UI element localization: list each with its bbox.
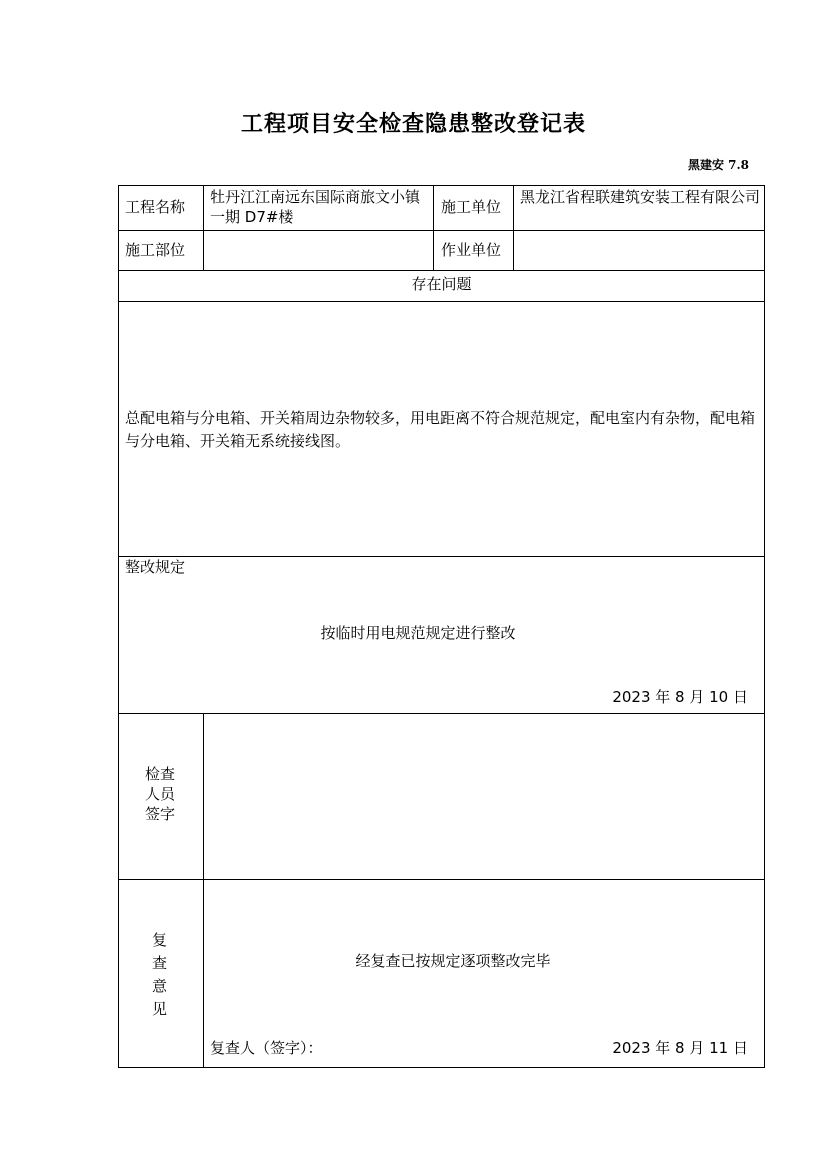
- review-opinion-text: 经复查已按规定逐项整改完毕: [355, 952, 551, 970]
- project-name-label: 工程名称: [125, 198, 186, 216]
- work-unit-label: 作业单位: [441, 241, 502, 259]
- inspection-form-table: [118, 185, 765, 1068]
- form-title: 工程项目安全检查隐患整改登记表: [240, 111, 586, 137]
- construction-unit-value: 黑龙江省程联建筑安装工程有限公司: [520, 188, 761, 206]
- reviewer-signature-label: 复查人（签字）：: [210, 1039, 323, 1057]
- review-date: 2023 年 8 月 11 日: [612, 1039, 748, 1057]
- issues-heading: 存在问题: [411, 275, 472, 293]
- construction-part-label: 施工部位: [125, 241, 186, 259]
- review-opinion-label: 复查意见: [151, 931, 167, 1018]
- inspector-signature-label: 检查人员签字: [144, 765, 175, 823]
- construction-unit-label: 施工单位: [441, 198, 502, 216]
- issues-text: 总配电箱与分电箱、开关箱周边杂物较多，用电距离不符合规范规定，配电室内有杂物，配电箱与分电箱、开关箱无系统接线图。: [125, 409, 756, 450]
- rectification-text: 按临时用电规范规定进行整改: [320, 624, 516, 642]
- project-name-value: 牡丹江江南远东国际商旅文小镇一期 D7#楼: [210, 188, 421, 226]
- form-code: 黑建安 7.8: [687, 158, 749, 172]
- rectification-date: 2023 年 8 月 10 日: [612, 688, 748, 706]
- rectification-label: 整改规定: [125, 558, 186, 576]
